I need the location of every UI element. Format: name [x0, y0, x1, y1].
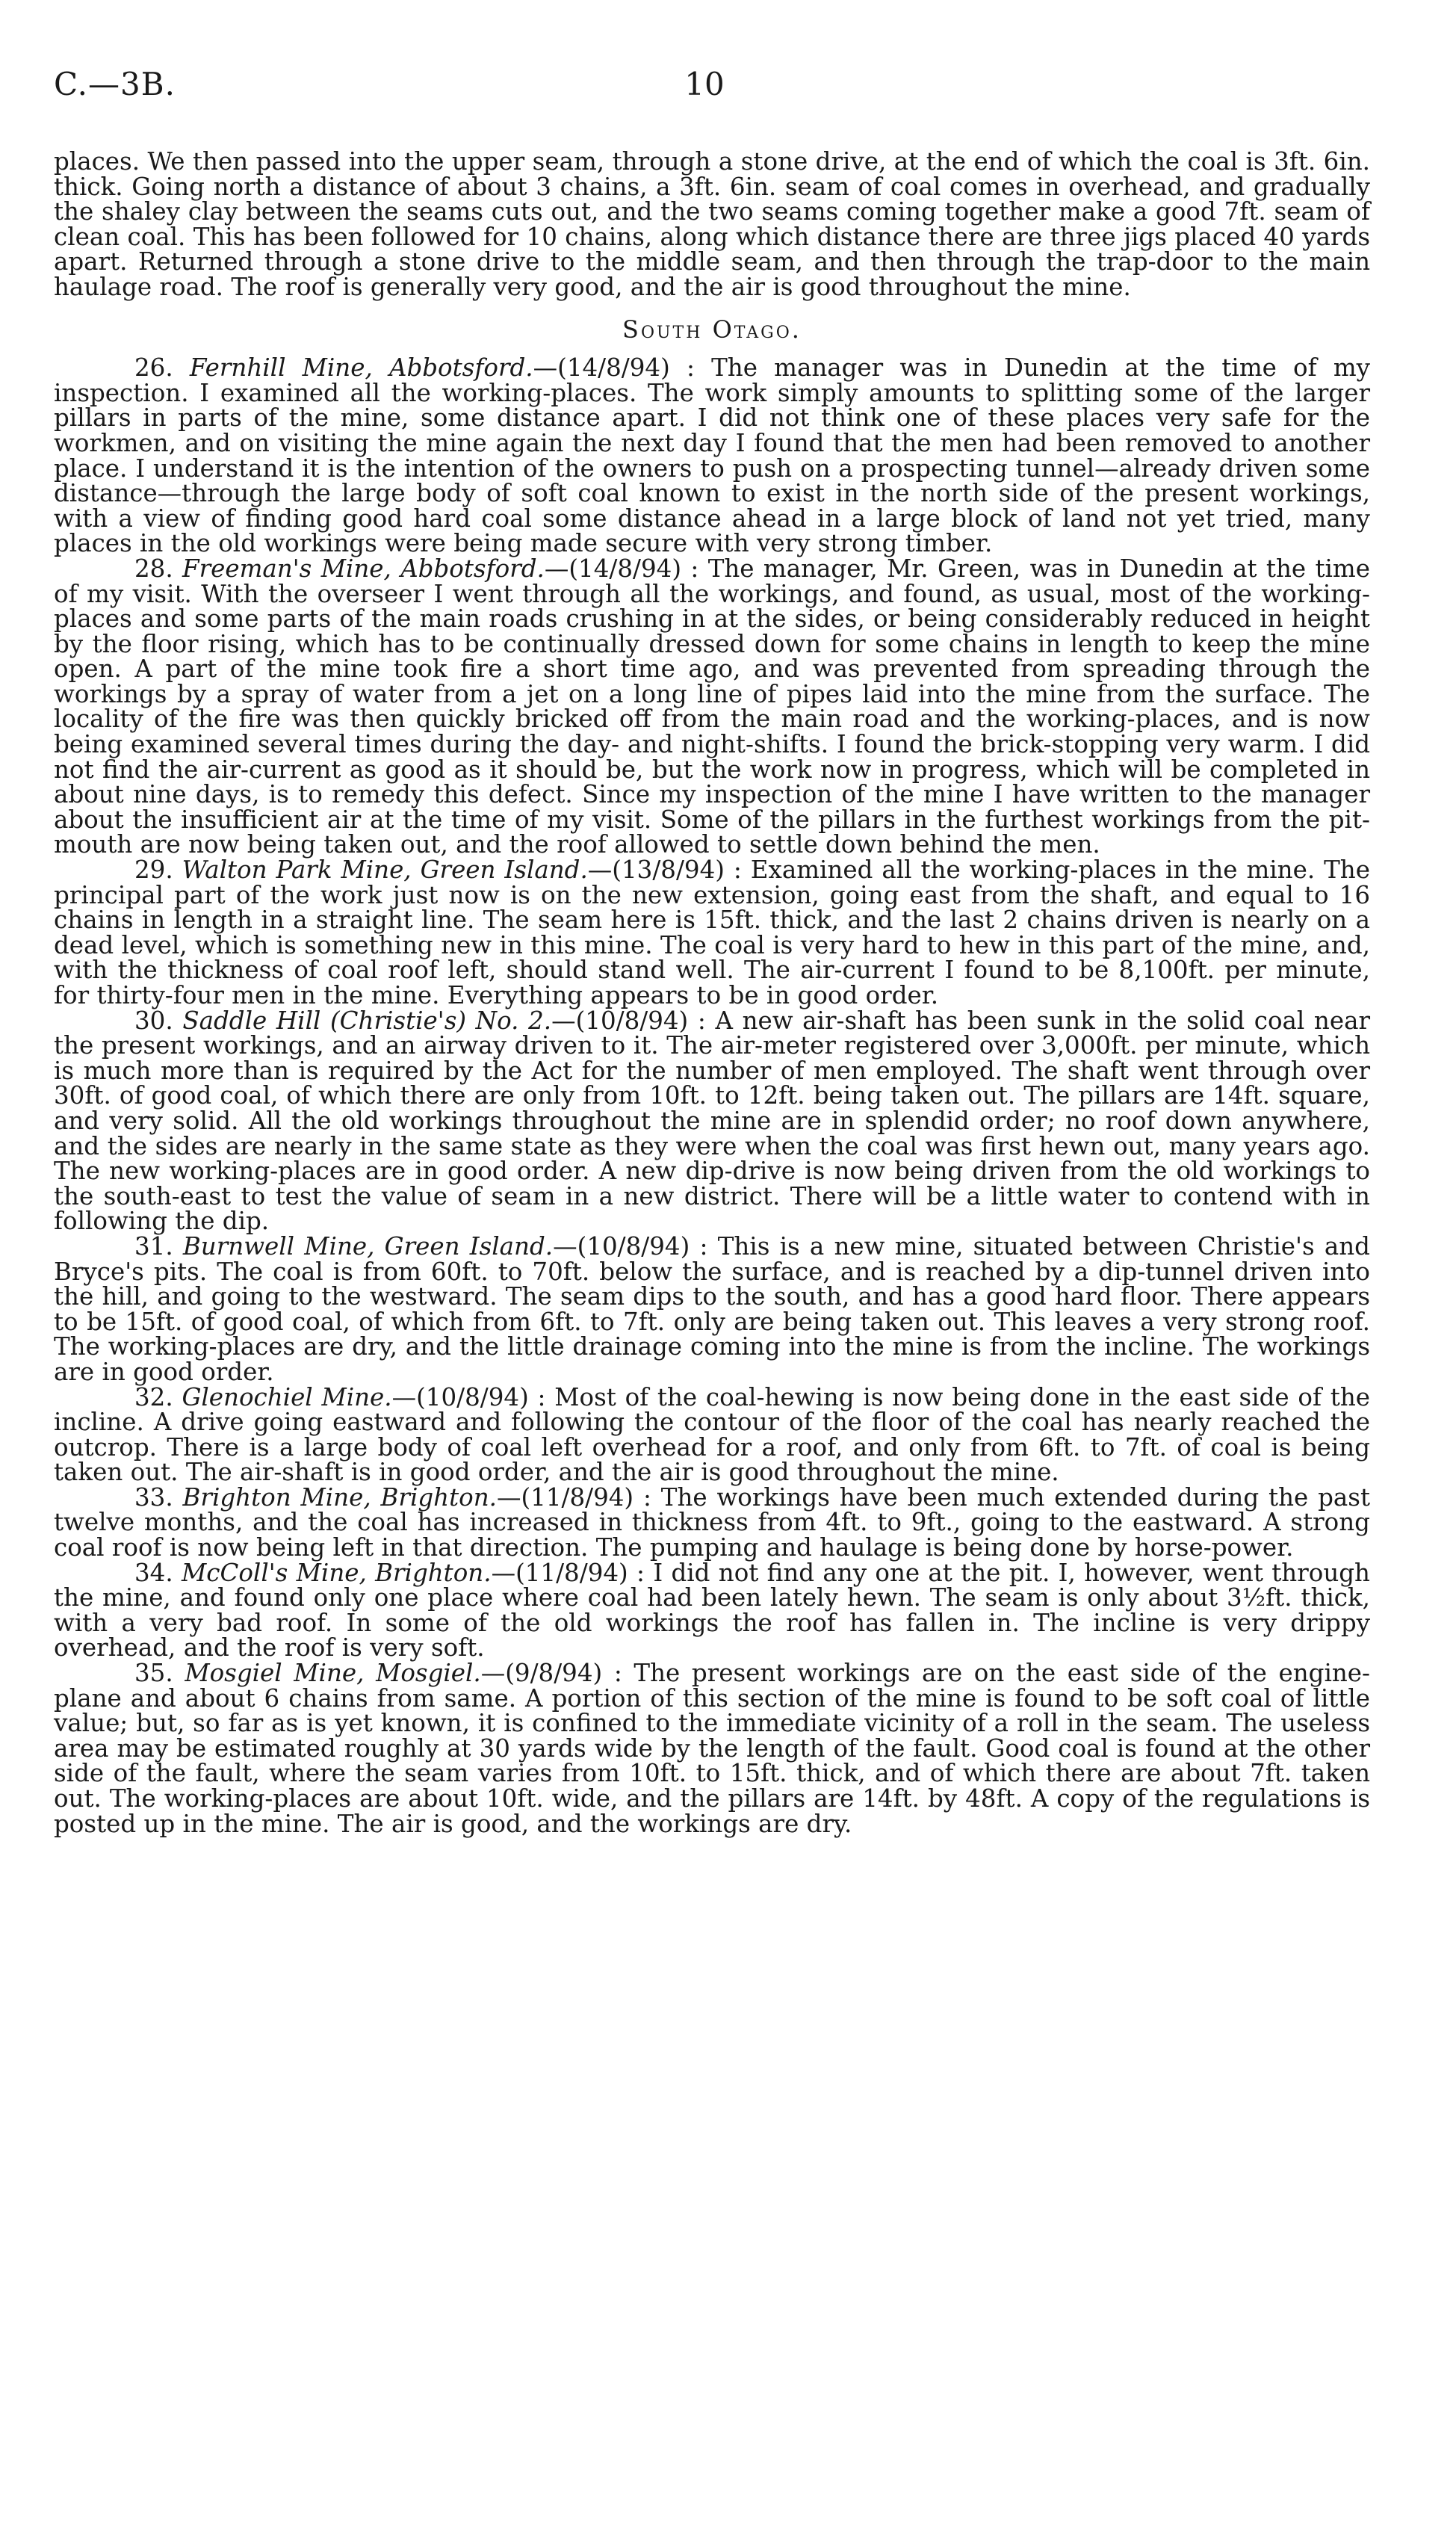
- document-reference: C.—3B.: [54, 66, 176, 102]
- body-text: [54, 149, 1370, 1837]
- mine-entry-32: [54, 1382, 1370, 1487]
- entry-date: —(10/8/94) :: [391, 1382, 546, 1411]
- entry-text: The workings have been much extended during the past twelve months, and the coal has increased in thickness from 4ft. to 9ft., going to the eastward. A strong coal roof is now being left in that direction. The pumping and haulage is being done by horse-power.: [54, 1482, 1371, 1562]
- entry-title: Fernhill Mine, Abbotsford.: [189, 353, 533, 383]
- entry-text: This is a new mine, situated between Christie's and Bryce's pits. The coal is from 60ft. to 70ft. below the surface, and is reached by a dip-tunnel driven into the hill, and going to the westward. The seam dips to the south, and has a good hard floor. There appears to be 15ft. of good coal, of which from 6ft. to 7ft. only are being taken out. This leaves a very strong roof. The working-places are dry, and the little drainage coming into the mine is from the incline. The workings are in good order.: [54, 1231, 1370, 1386]
- entry-text: A new air-shaft has been sunk in the solid coal near the present workings, and an airway driven to it. The air-meter registered over 3,000ft. per minute, which is much more than is required by the Act for the number of men employed. The shaft went through over 30ft. of good coal, of which there are only from 10ft. to 12ft. being taken out. The pillars are 14ft. square, and very solid. All the old workings throughout the mine are in splendid order; no roof down anywhere, and the sides are nearly in the same state as they were when the coal was first hewn out, many years ago. The new working-places are in good order. A new dip-drive is now being driven from the old workings to the south-east to test the value of seam in a new district. There will be a little water to contend with in following the dip.: [54, 1006, 1370, 1236]
- entry-date: —(10/8/94) :: [551, 1006, 706, 1035]
- continued-paragraph: places. We then passed into the upper seam, through a stone drive, at the end of which the coal is 3ft. 6in. thick. Going north a distance of about 3 chains, a 3ft. 6in. seam of coal comes in overhead, and gradually the shaley clay between the seams cuts out, and the two seams coming together make a good 7ft. seam of clean coal. This has been followed for 10 chains, along which distance there are three jigs placed 40 yards apart. Returned through a stone drive to the middle seam, and then through the trap-door to the main haulage road. The roof is generally very good, and the air is good throughout the mine.: [54, 147, 1370, 301]
- entry-number: 33.: [134, 1482, 173, 1512]
- entry-date: —(13/8/94) :: [587, 856, 742, 885]
- mine-entry-30: [54, 1006, 1370, 1236]
- mine-entry-34: [54, 1558, 1370, 1663]
- entry-number: 28.: [134, 554, 173, 583]
- entry-number: 30.: [134, 1006, 173, 1035]
- entry-number: 34.: [134, 1558, 173, 1587]
- entry-number: 29.: [134, 856, 173, 885]
- entry-title: Mosgiel Mine, Mosgiel.: [185, 1659, 481, 1688]
- entry-text: The manager was in Dunedin at the time of my inspection. I examined all the working-places. The work simply amounts to splitting some of the larger pillars in parts of the mine, some distance apart. I did not think one of these places very safe for the workmen, and on visiting the mine again the next day I found that the men had been removed to another place. I understand it is the intention of the owners to push on a prospecting tunnel—already driven some distance—through the large body of soft coal known to exist in the north side of the present workings, with a view of finding good hard coal some distance ahead in a large block of land not yet tried, many places in the old workings were being made secure with very strong timber.: [54, 353, 1371, 558]
- entry-number: 31.: [134, 1231, 173, 1261]
- entry-number: 35.: [134, 1659, 173, 1688]
- entry-text: The present workings are on the east side of the engine-plane and about 6 chains from same. A portion of this section of the mine is found to be soft coal of little value; but, so far as is yet known, it is confined to the immediate vicinity of a roll in the seam. The useless area may be estimated roughly at 30 yards wide by the length of the fault. Good coal is found at the other side of the fault, where the seam varies from 10ft. to 15ft. thick, and of which there are about 7ft. taken out. The working-places are about 10ft. wide, and the pillars are 14ft. by 48ft. A copy of the regulations is posted up in the mine. The air is good, and the workings are dry.: [54, 1659, 1370, 1838]
- entry-title: McColl's Mine, Brighton.: [182, 1558, 492, 1587]
- mine-entry-35: [54, 1661, 1370, 1837]
- entry-title: Burnwell Mine, Green Island.: [182, 1231, 554, 1261]
- entry-date: —(14/8/94) :: [544, 554, 699, 583]
- entry-date: —(14/8/94) :: [533, 353, 695, 383]
- entry-date: —(11/8/94) :: [496, 1482, 651, 1512]
- entry-date: —(10/8/94) :: [553, 1231, 708, 1261]
- entry-text: The manager, Mr. Green, was in Dunedin at the time of my visit. With the overseer I went through all the workings, and found, as usual, most of the working-places and some parts of the main roads crushing in at the sides, or being considerably reduced in height by the floor rising, which has to be continually dressed down for some chains in length to keep the mine open. A part of the mine took fire a short time ago, and was prevented from spreading through the workings by a spray of water from a jet on a long line of pipes laid into the mine from the surface. The locality of the fire was then quickly bricked off from the main road and the working-places, and is now being examined several times during the day- and night-shifts. I found the brick-stopping very warm. I did not find the air-current as good as it should be, but the work now in progress, which will be completed in about nine days, is to remedy this defect. Since my inspection of the mine I have written to the manager about the insufficient air at the time of my visit. Some of the pillars in the furthest workings from the pit-mouth are now being taken out, and the roof allowed to settle down behind the men.: [54, 554, 1370, 859]
- entry-title: Glenochiel Mine.: [182, 1382, 392, 1411]
- mine-entry-29: [54, 858, 1370, 1009]
- mine-entry-26: [54, 353, 1371, 558]
- entry-title: Walton Park Mine, Green Island.: [182, 856, 588, 885]
- mine-entry-28: [54, 554, 1370, 859]
- entry-number: 26.: [134, 353, 173, 383]
- entry-title: Freeman's Mine, Abbotsford.: [182, 554, 545, 583]
- entry-date: —(9/8/94) :: [480, 1659, 622, 1688]
- entry-title: Saddle Hill (Christie's) No. 2.: [182, 1006, 552, 1035]
- mine-entry-33: [54, 1482, 1371, 1562]
- entry-title: Brighton Mine, Brighton.: [182, 1482, 497, 1512]
- entry-number: 32.: [134, 1382, 173, 1411]
- entry-text: I did not find any one at the pit. I, however, went through the mine, and found only one place where coal had been lately hewn. The seam is only about 3½ft. thick, with a very bad roof. In some of the old workings the roof has fallen in. The incline is very drippy overhead, and the roof is very soft.: [54, 1558, 1370, 1663]
- entry-text: Examined all the working-places in the mine. The principal part of the work just now is on the new extension, going east from the shaft, and equal to 16 chains in length in a straight line. The seam here is 15ft. thick, and the last 2 chains driven is nearly on a dead level, which is something new in this mine. The coal is very hard to hew in this part of the mine, and, with the thickness of coal roof left, should stand well. The air-current I found to be 8,100ft. per minute, for thirty-four men in the mine. Everything appears to be in good order.: [54, 856, 1370, 1009]
- running-header: [54, 66, 1370, 118]
- section-heading: South Otago.: [622, 315, 802, 344]
- entry-date: —(11/8/94) :: [491, 1558, 645, 1587]
- mine-entry-31: [54, 1231, 1370, 1386]
- page-number: 10: [684, 66, 725, 102]
- entry-text: Most of the coal-hewing is now being done in the east side of the incline. A drive going eastward and following the contour of the floor of the coal has nearly reached the outcrop. There is a large body of coal left overhead for a roof, and only from 6ft. to 7ft. of coal is being taken out. The air-shaft is in good order, and the air is good throughout the mine.: [54, 1382, 1370, 1487]
